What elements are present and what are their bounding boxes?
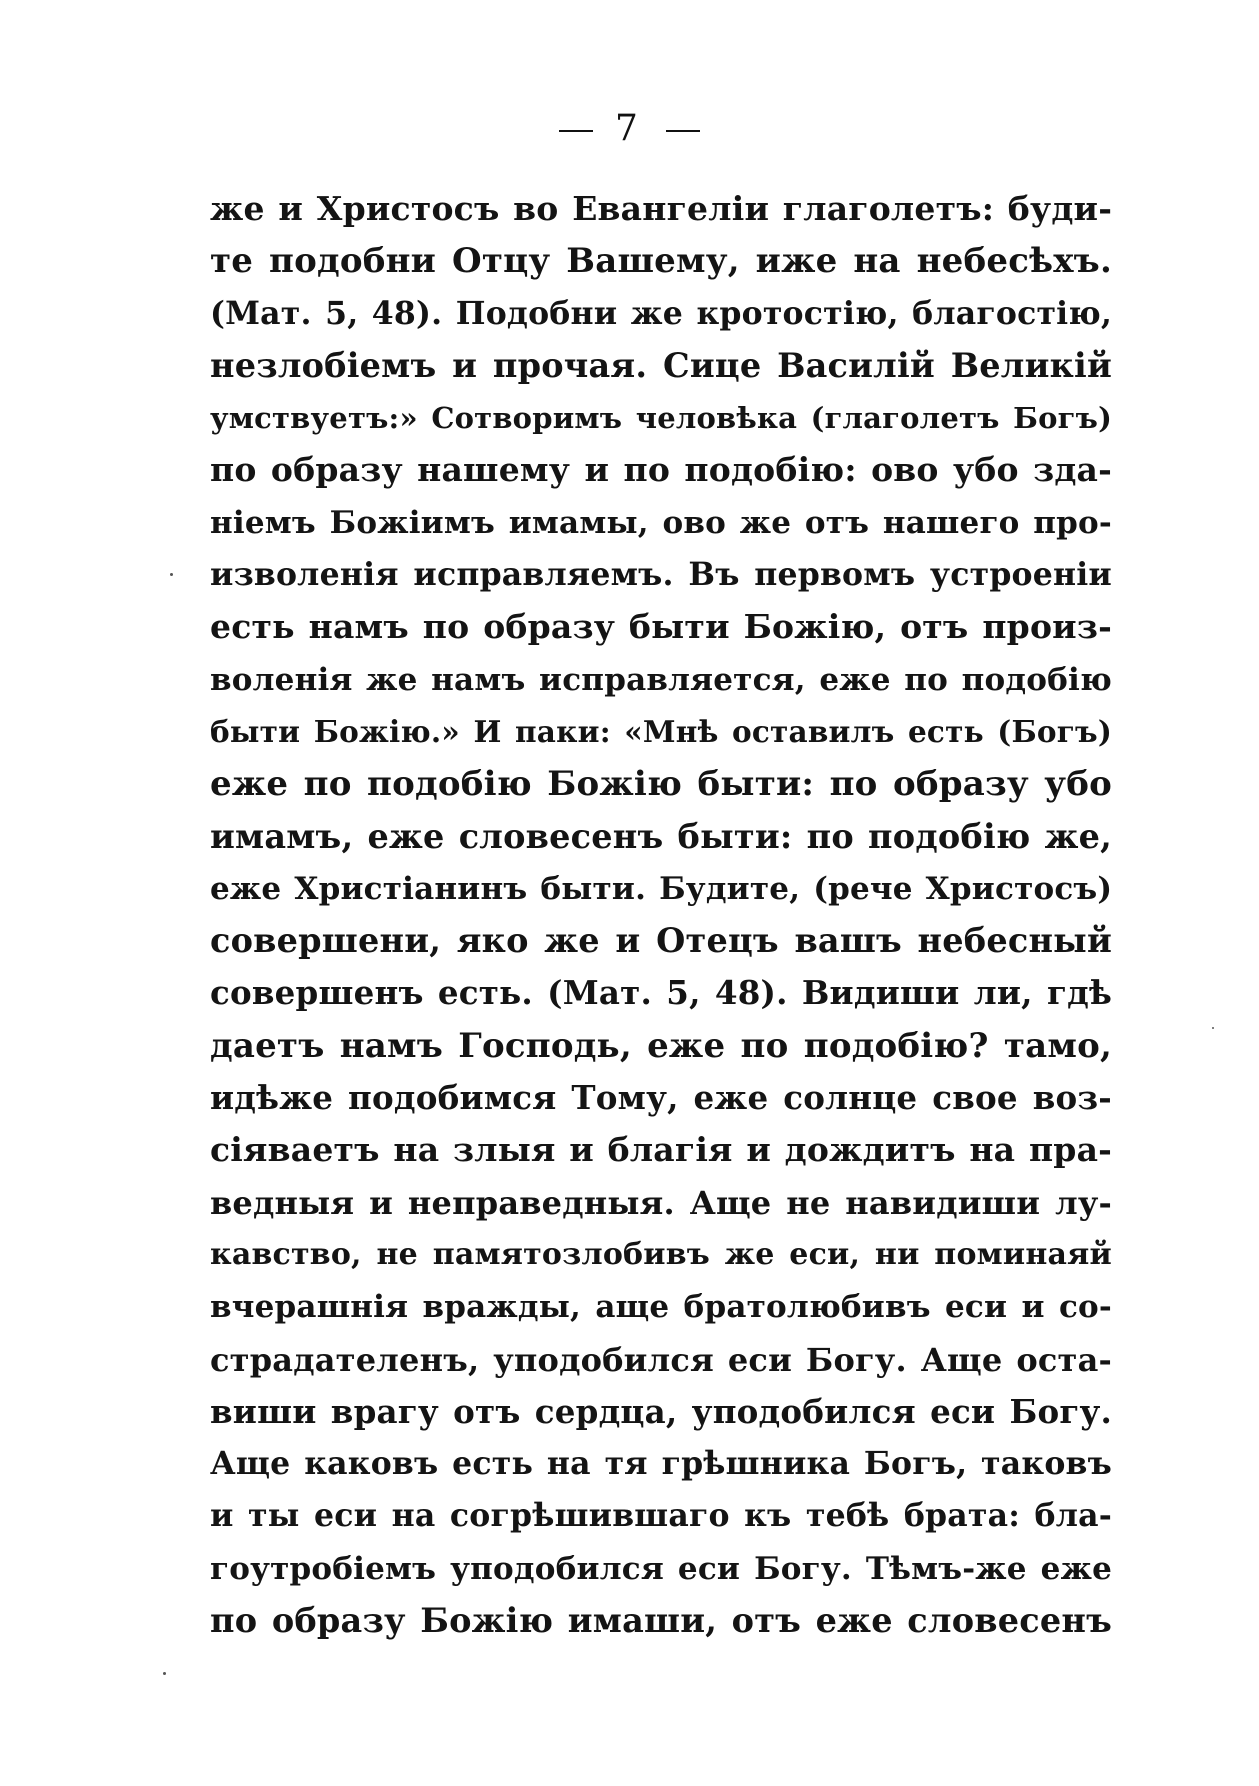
text-line: незлобіемъ и прочая. Сице Василій Великій — [210, 345, 1112, 385]
text-line: есть намъ по образу быти Божію, отъ произ- — [210, 607, 1112, 647]
page-number — [0, 108, 1259, 149]
print-speck — [1212, 1027, 1214, 1029]
text-line: идѣже подобимся Тому, еже солнце свое воз- — [210, 1078, 1112, 1118]
text-line: виши врагу отъ сердца, уподобился еси Богу. — [210, 1391, 1112, 1431]
text-line: кавство, не памятозлобивъ же еси, ни поминаяй — [210, 1236, 1112, 1272]
text-line: и ты еси на согрѣшившаго къ тебѣ брата: бла- — [210, 1497, 1112, 1535]
text-line: ведныя и неправедныя. Аще не навидиши лу- — [210, 1183, 1112, 1222]
text-line: Аще каковъ есть на тя грѣшника Богъ, таковъ — [210, 1445, 1112, 1483]
text-line: совершенъ есть. (Мат. 5, 48). Видиши ли, гдѣ — [210, 973, 1112, 1013]
page-number-dash-right — [666, 130, 700, 132]
text-line: сіяваетъ на злыя и благія и дождитъ на пра- — [210, 1130, 1112, 1170]
text-line: еже по подобію Божію быти: по образу убо — [210, 764, 1112, 805]
page-number-dash-left — [559, 130, 593, 132]
text-line: те подобни Отцу Вашему, иже на небесѣхъ. — [210, 241, 1112, 282]
text-line: быти Божію.» И паки: «Мнѣ оставилъ есть (Богъ) — [210, 713, 1112, 749]
text-line: вчерашнія вражды, аще братолюбивъ еси и со- — [210, 1289, 1112, 1326]
text-line: имамъ, еже словесенъ быти: по подобію же, — [210, 816, 1112, 856]
print-speck — [163, 1672, 166, 1675]
text-line: воленія же намъ исправляется, еже по подобію — [210, 661, 1112, 698]
text-line: изволенія исправляемъ. Въ первомъ устроеніи — [210, 556, 1112, 594]
text-line: умствуетъ:» Сотворимъ человѣка (глаголетъ Богъ) — [210, 401, 1112, 436]
text-line: даетъ намъ Господь, еже по подобію? тамо, — [210, 1025, 1112, 1066]
text-line: совершени, яко же и Отецъ вашъ небесный — [210, 921, 1112, 961]
text-line: гоутробіемъ уподобился еси Богу. Тѣмъ-же еже — [210, 1550, 1112, 1587]
text-line: еже Христіанинъ быти. Будите, (рече Христосъ) — [210, 870, 1112, 907]
text-line: по образу Божію имаши, отъ еже словесенъ — [210, 1601, 1112, 1641]
text-line: (Мат. 5, 48). Подобни же кротостію, благостію, — [210, 294, 1112, 332]
text-line: страдателенъ, уподобился еси Богу. Аще оста- — [210, 1340, 1112, 1379]
text-line: же и Христосъ во Евангеліи глаголетъ: буди- — [210, 189, 1112, 228]
print-speck — [170, 573, 173, 576]
text-line: по образу нашему и по подобію: ово убо зда- — [210, 450, 1112, 490]
page-number-value: 7 — [615, 108, 644, 149]
body-text — [210, 183, 1112, 1647]
text-line: ніемъ Божіимъ имамы, ово же отъ нашего про- — [210, 504, 1112, 541]
